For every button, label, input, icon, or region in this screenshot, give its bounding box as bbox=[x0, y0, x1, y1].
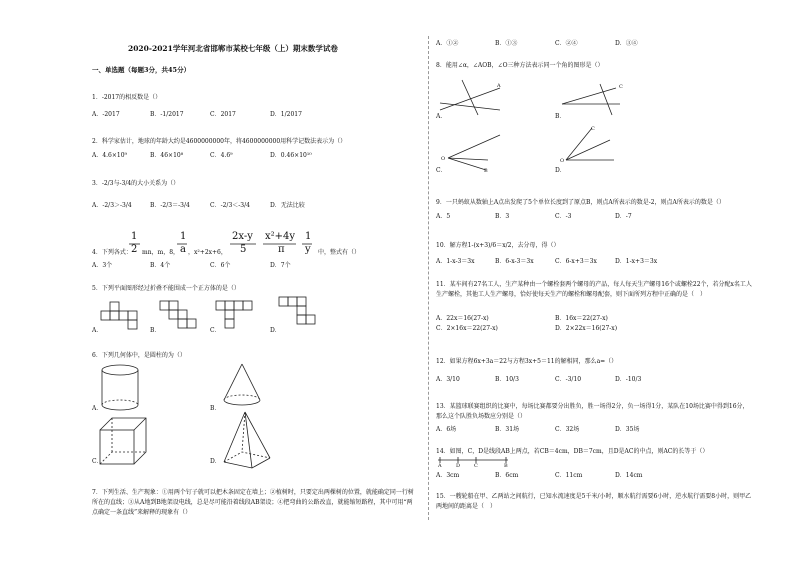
q13-option-a: A．6场 bbox=[436, 426, 457, 433]
q4-option-c: C．6个 bbox=[210, 262, 231, 269]
q9-option-c: C．-3 bbox=[555, 213, 572, 220]
question-1: 1．-2017的相反数是（） bbox=[92, 94, 162, 101]
q14-option-d: D．14cm bbox=[615, 472, 643, 479]
cone-shape bbox=[224, 364, 260, 405]
q5-option-a: A． bbox=[92, 327, 103, 334]
question-15-text: 15．一艘轮船在甲、乙两站之间航行，已知水流速度是5千米/小时，顺水航行需要6小时，逆水航行需要8小时，则甲乙两地间的距离是（ ） bbox=[436, 493, 752, 510]
q6-option-d: D． bbox=[210, 458, 221, 465]
angle-label-c-b: B bbox=[484, 168, 488, 174]
question-7 bbox=[92, 488, 418, 518]
segment-label-c: C bbox=[474, 463, 478, 469]
net-d bbox=[279, 297, 315, 324]
q1-option-d: D．1/2017 bbox=[270, 111, 302, 118]
q14-option-b: B．6cm bbox=[495, 472, 519, 479]
q10-option-b: B．6-x-3＝3x bbox=[495, 258, 534, 265]
angle-label-d-c: C bbox=[591, 126, 595, 132]
q7-option-c: C．②④ bbox=[555, 40, 578, 47]
column-divider bbox=[428, 36, 429, 520]
question-4-mid: mn，m，8， bbox=[142, 249, 180, 256]
q9-option-d: D．-7 bbox=[615, 213, 632, 220]
q4-fraction-1-den: 2 bbox=[131, 244, 138, 255]
q4-fraction-bars bbox=[0, 0, 336, 20]
q9-option-b: B．3 bbox=[495, 213, 510, 220]
q10-option-d: D．1-x+3＝3x bbox=[615, 258, 658, 265]
net-c bbox=[216, 301, 252, 328]
q5-option-b: B． bbox=[150, 327, 161, 334]
q11-option-b: B．16x＝22(27-x) bbox=[555, 315, 608, 322]
angle-label-b-c: C bbox=[619, 84, 623, 90]
angle-figure-b bbox=[562, 84, 620, 115]
angle-figure-a bbox=[440, 80, 500, 115]
q4-fraction-2-num: 1 bbox=[180, 231, 187, 242]
q2-option-b: B．46×10⁸ bbox=[150, 152, 184, 159]
q13-option-b: B．31场 bbox=[495, 426, 520, 433]
angle-figure-c bbox=[448, 135, 500, 170]
q11-option-d: D．2×22x＝16(27-x) bbox=[555, 325, 618, 332]
q6-option-b: B． bbox=[210, 405, 221, 412]
question-2: 2．科学家估计，地球的年龄大约是4600000000年，将4600000000用科学记数法表示为（） bbox=[92, 138, 347, 145]
q1-option-c: C．2017 bbox=[210, 111, 236, 118]
q3-option-d: D．无法比较 bbox=[270, 202, 305, 209]
q14-option-a: A．3cm bbox=[436, 472, 460, 479]
q1-option-a: A．-2017 bbox=[92, 111, 120, 118]
q4-fraction-5-den: y bbox=[305, 244, 311, 255]
q4-option-d: D．7个 bbox=[270, 262, 291, 269]
question-4-start: 4．下列各式： bbox=[92, 249, 132, 256]
net-b bbox=[160, 301, 196, 328]
question-5: 5．下列平面图形经过折叠不能围成一个正方体的是（） bbox=[92, 285, 240, 292]
question-13 bbox=[436, 402, 752, 422]
question-8: 8．能用∠α，∠AOB，∠O三种方法表示同一个角的图形是（） bbox=[436, 62, 604, 69]
q7-option-d: D．③④ bbox=[615, 40, 638, 47]
q2-option-c: C．4.6⁹ bbox=[210, 152, 233, 159]
question-4-end: 中，整式有（） bbox=[318, 249, 361, 256]
q12-option-d: D．-10/3 bbox=[615, 376, 642, 383]
q7-option-a: A．①② bbox=[436, 40, 459, 47]
q2-option-d: D．0.46×10¹⁰ bbox=[270, 152, 312, 159]
segment-label-d: D bbox=[456, 463, 461, 469]
q4-fraction-3-den: 5 bbox=[240, 244, 247, 255]
q5-option-c: C． bbox=[210, 327, 221, 334]
section-heading: 一、单选题（每题3分，共45分） bbox=[92, 66, 191, 74]
q12-option-c: C．-3/10 bbox=[555, 376, 582, 383]
q3-option-b: B．-2/3＝-3/4 bbox=[150, 202, 190, 209]
question-4-mid2: ，x²+2x+6， bbox=[188, 249, 227, 256]
q5-option-d: D． bbox=[270, 327, 281, 334]
q10-option-c: C．6-x+3＝3x bbox=[555, 258, 597, 265]
q3-option-c: C．-2/3＜-3/4 bbox=[210, 202, 250, 209]
cylinder-shape bbox=[102, 365, 138, 410]
q4-fraction-2-den: a bbox=[180, 244, 186, 255]
question-15 bbox=[436, 492, 752, 512]
q4-fraction-5-num: 1 bbox=[305, 231, 312, 242]
question-12: 12．如果方程6x+3a＝22与方程3x+5＝11的解相同，那么a=（） bbox=[436, 358, 618, 365]
q8-option-b: B． bbox=[555, 113, 566, 120]
q8-option-c: C． bbox=[436, 167, 447, 174]
question-11 bbox=[436, 280, 752, 300]
segment-label-b: B bbox=[504, 463, 508, 469]
q13-option-c: C．32场 bbox=[555, 426, 580, 433]
angle-label-a-a: A bbox=[497, 83, 501, 89]
q4-fraction-4-num: x²+4y bbox=[265, 231, 296, 242]
question-6: 6．下列几何体中，是圆柱的为（） bbox=[92, 352, 186, 359]
question-7-text: 7．下列生活、生产现象：①用两个钉子就可以把木条固定在墙上；②植树时，只要定出两棵树的位置，就能确定同一行树所在的直线；③从A地到B地架设电线，总是尽可能沿着线段AB架设；④把弯曲的公路改直，就能缩短路程，其中可用“两点确定一条直线”来解释的现象有（） bbox=[92, 489, 414, 516]
q9-option-a: A．5 bbox=[436, 213, 451, 220]
question-13-text: 13．某篮球联赛组织的比赛中，每场比赛都要分出胜负，胜一场得2分，负一场得1分，某队在10场比赛中得到16分，那么这个队胜负场数应分别是（） bbox=[436, 403, 749, 420]
cube-shape bbox=[100, 418, 146, 464]
q4-fraction-1-num: 1 bbox=[131, 231, 138, 242]
q4-fraction-4-den: π bbox=[278, 244, 285, 255]
pyramid-shape bbox=[224, 412, 270, 468]
q6-option-a: A． bbox=[92, 405, 103, 412]
q13-option-d: D．35场 bbox=[615, 426, 640, 433]
page-title: 2020-2021学年河北省邯郸市某校七年级（上）期末数学试卷 bbox=[128, 44, 338, 53]
question-14: 14．如图，C，D是线段AB上两点，若CB＝4cm，DB＝7cm，且D是AC的中点，则AC的长等于（） bbox=[436, 448, 709, 455]
q2-option-a: A．4.6×10⁹ bbox=[92, 152, 127, 159]
net-a bbox=[101, 302, 137, 329]
q14-option-c: C．11cm bbox=[555, 472, 583, 479]
q1-option-b: B．-1/2017 bbox=[150, 111, 184, 118]
q4-option-b: B．4个 bbox=[150, 262, 171, 269]
question-3: 3．-2/3与-3/4的大小关系为（） bbox=[92, 180, 180, 187]
q12-option-b: B．10/3 bbox=[495, 376, 519, 383]
q4-option-a: A．3个 bbox=[92, 262, 113, 269]
question-10: 10．解方程1-(x+3)/6＝x/2，去分母，得（） bbox=[436, 242, 560, 249]
q4-fraction-3-num: 2x-y bbox=[232, 231, 253, 242]
angle-label-c-o: O bbox=[441, 156, 446, 162]
q7-option-b: B．①③ bbox=[495, 40, 518, 47]
q11-option-a: A．22x＝16(27-x) bbox=[436, 315, 489, 322]
angle-figure-d bbox=[566, 128, 614, 160]
q3-option-a: A．-2/3＞-3/4 bbox=[92, 202, 132, 209]
q12-option-a: A．3/10 bbox=[436, 376, 460, 383]
segment-label-a: A bbox=[438, 463, 442, 469]
question-9: 9．一只蚂蚁从数轴上A点出发爬了5个单位长度到了原点B，则点A所表示的数是-2，则点A所表示的数是（） bbox=[436, 199, 725, 206]
angle-label-d-o: O bbox=[560, 158, 565, 164]
q11-option-c: C．2×16x＝22(27-x) bbox=[436, 325, 498, 332]
question-11-text: 11．某车间有27名工人，生产某种由一个螺栓套两个螺母的产品，每人每天生产螺母16个或螺栓22个，若分配x名工人生产螺栓，其他工人生产螺母，恰好使每天生产的螺栓和螺母配套，则下面所列方程中正确的是（ ） bbox=[436, 281, 752, 298]
q6-option-c: C． bbox=[92, 458, 103, 465]
q8-option-d: D． bbox=[555, 167, 566, 174]
q8-option-a: A． bbox=[436, 113, 447, 120]
q10-option-a: A．1-x-3＝3x bbox=[436, 258, 475, 265]
